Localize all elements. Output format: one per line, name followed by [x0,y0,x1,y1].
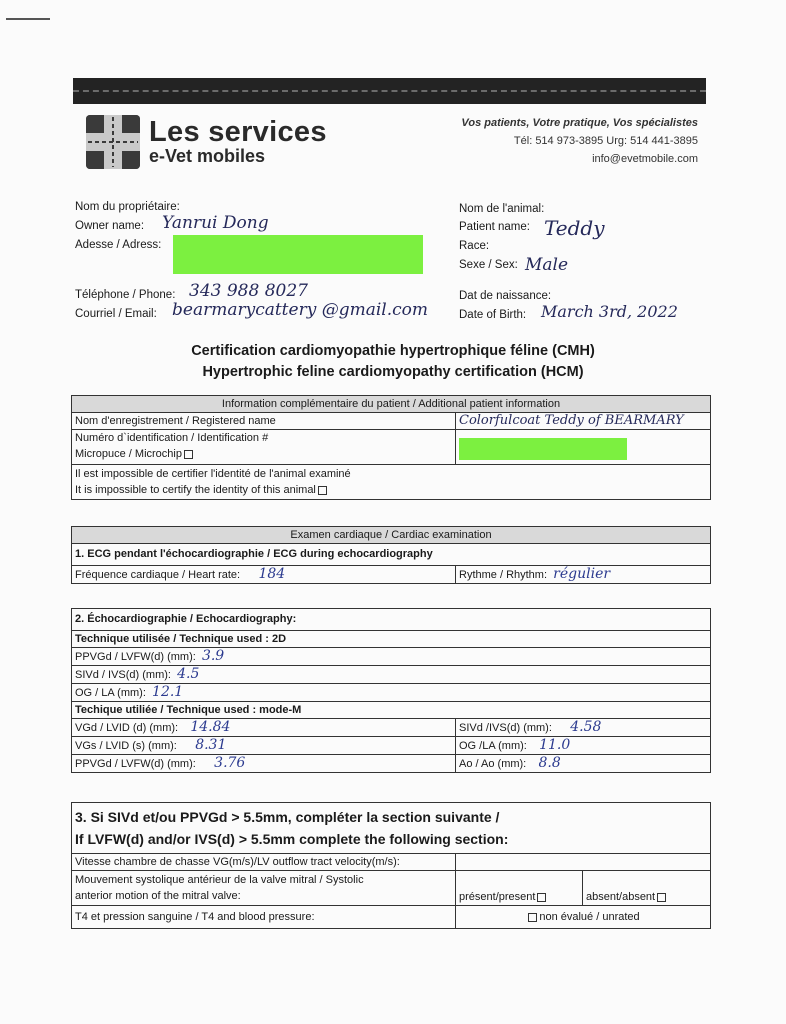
sam-label-1: Mouvement systolique antérieur de la valve mitral / Systolic [75,874,364,886]
lvfw-2d-label: PPVGd / LVFW(d) (mm): [75,651,196,663]
rhythm-value: régulier [553,566,611,582]
redacted-id [459,438,627,460]
lvfw-m-value: 3.76 [214,755,246,771]
lvfw-m-label: PPVGd / LVFW(d) (mm): [75,758,196,770]
la-m-label: OG /LA (mm): [459,740,527,752]
la-m-value: 11.0 [539,737,571,753]
animal-name-value: Teddy [544,216,605,240]
unrated-checkbox[interactable] [528,913,537,922]
redacted-address [173,235,423,274]
lvid-s-label: VGs / LVID (s) (mm): [75,740,177,752]
email-label: Courriel / Email: [75,308,157,320]
absent-label: absent/absent [586,891,656,903]
echo-title: 2. Échocardiographie / Echocardiography: [72,609,711,631]
sex-label: Sexe / Sex: [459,259,518,271]
phone-label: Téléphone / Phone: [75,289,176,301]
owner-label-fr: Nom du propriétaire: [75,201,180,213]
unrated-label: non évalué / unrated [539,911,640,923]
logo-icon [86,115,140,169]
ivs-2d-label: SIVd / IVS(d) (mm): [75,669,171,681]
title-fr: Certification cardiomyopathie hypertrophique féline (CMH) [191,343,595,359]
email-value: bearmarycattery @gmail.com [172,300,428,320]
dob-label-fr: Dat de naissance: [459,290,552,302]
t4-label: T4 et pression sanguine / T4 and blood pressure: [72,906,456,929]
ao-m-value: 8.8 [538,755,561,771]
sam-label-2: anterior motion of the mitral valve: [75,890,241,902]
title-en: Hypertrophic feline cardiomyopathy certification (HCM) [202,364,584,380]
patient-info-table [71,395,711,500]
brand-subname: e-Vet mobiles [149,146,266,166]
brand-name: Les services [149,116,327,148]
owner-value: Yanrui Dong [162,213,269,233]
present-checkbox[interactable] [537,893,546,902]
contact-email: info@evetmobile.com [592,153,698,165]
la-2d-label: OG / LA (mm): [75,687,146,699]
animal-label-en: Patient name: [459,221,530,233]
microchip-label: Micropuce / Microchip [75,448,182,460]
la-2d-value: 12.1 [152,684,184,700]
registered-value: Colorfulcoat Teddy of BEARMARY [456,413,711,430]
phone-value: 343 988 8027 [189,281,308,301]
phones: Tél: 514 973-3895 Urg: 514 441-3895 [513,135,698,147]
dob-label-en: Date of Birth: [459,309,527,321]
tagline: Vos patients, Votre pratique, Vos spécialistes [461,117,698,129]
section3-title-fr: 3. Si SIVd et/ou PPVGd > 5.5mm, compléter la section suivante / [75,809,500,825]
hr-value: 184 [258,566,286,582]
technique-m: Techique utiliée / Technique used : mode-M [72,702,711,719]
cardiac-header: Examen cardiaque / Cardiac examination [72,527,711,544]
dob-value: March 3rd, 2022 [541,302,678,321]
lvid-d-label: VGd / LVID (d) (mm): [75,722,179,734]
impossible-en: It is impossible to certify the identity of this animal [75,484,316,496]
owner-label-en: Owner name: [75,220,145,232]
animal-label-fr: Nom de l'animal: [459,203,545,215]
scan-mark [6,18,50,20]
race-label: Race: [459,240,490,252]
lvfw-2d-value: 3.9 [201,648,225,664]
velocity-label: Vitesse chambre de chasse VG(m/s)/LV outflow tract velocity(m/s): [72,854,456,871]
section3-table [71,802,711,929]
ivs-2d-value: 4.5 [177,666,200,682]
ivs-m-label: SIVd /IVS(d) (mm): [459,722,552,734]
absent-checkbox[interactable] [657,893,666,902]
ecg-title: 1. ECG pendant l'échocardiographie / ECG during echocardiography [72,544,711,566]
echo-table [71,608,711,773]
address-label: Adesse / Adress: [75,239,162,251]
lvid-d-value: 14.84 [190,719,231,735]
present-label: présent/present [459,891,536,903]
lvid-s-value: 8.31 [195,737,227,753]
ao-m-label: Ao / Ao (mm): [459,758,527,770]
technique-2d: Technique utilisée / Technique used : 2D [72,631,711,648]
microchip-checkbox[interactable] [184,450,193,459]
cardiac-table [71,526,711,584]
hr-label: Fréquence cardiaque / Heart rate: [75,569,241,581]
section3-title-en: If LVFW(d) and/or IVS(d) > 5.5mm complete the following section: [75,831,509,847]
impossible-fr: Il est impossible de certifier l'identité de l'animal examiné [75,468,351,480]
rhythm-label: Rythme / Rhythm: [459,569,548,581]
registered-label: Nom d'enregistrement / Registered name [72,413,456,430]
id-label: Numéro d`identification / Identification # [75,432,269,444]
impossible-checkbox[interactable] [318,486,327,495]
header-bar [73,78,706,104]
sex-value: Male [525,255,569,275]
patient-info-header: Information complémentaire du patient / Additional patient information [72,396,711,413]
ivs-m-value: 4.58 [570,719,602,735]
